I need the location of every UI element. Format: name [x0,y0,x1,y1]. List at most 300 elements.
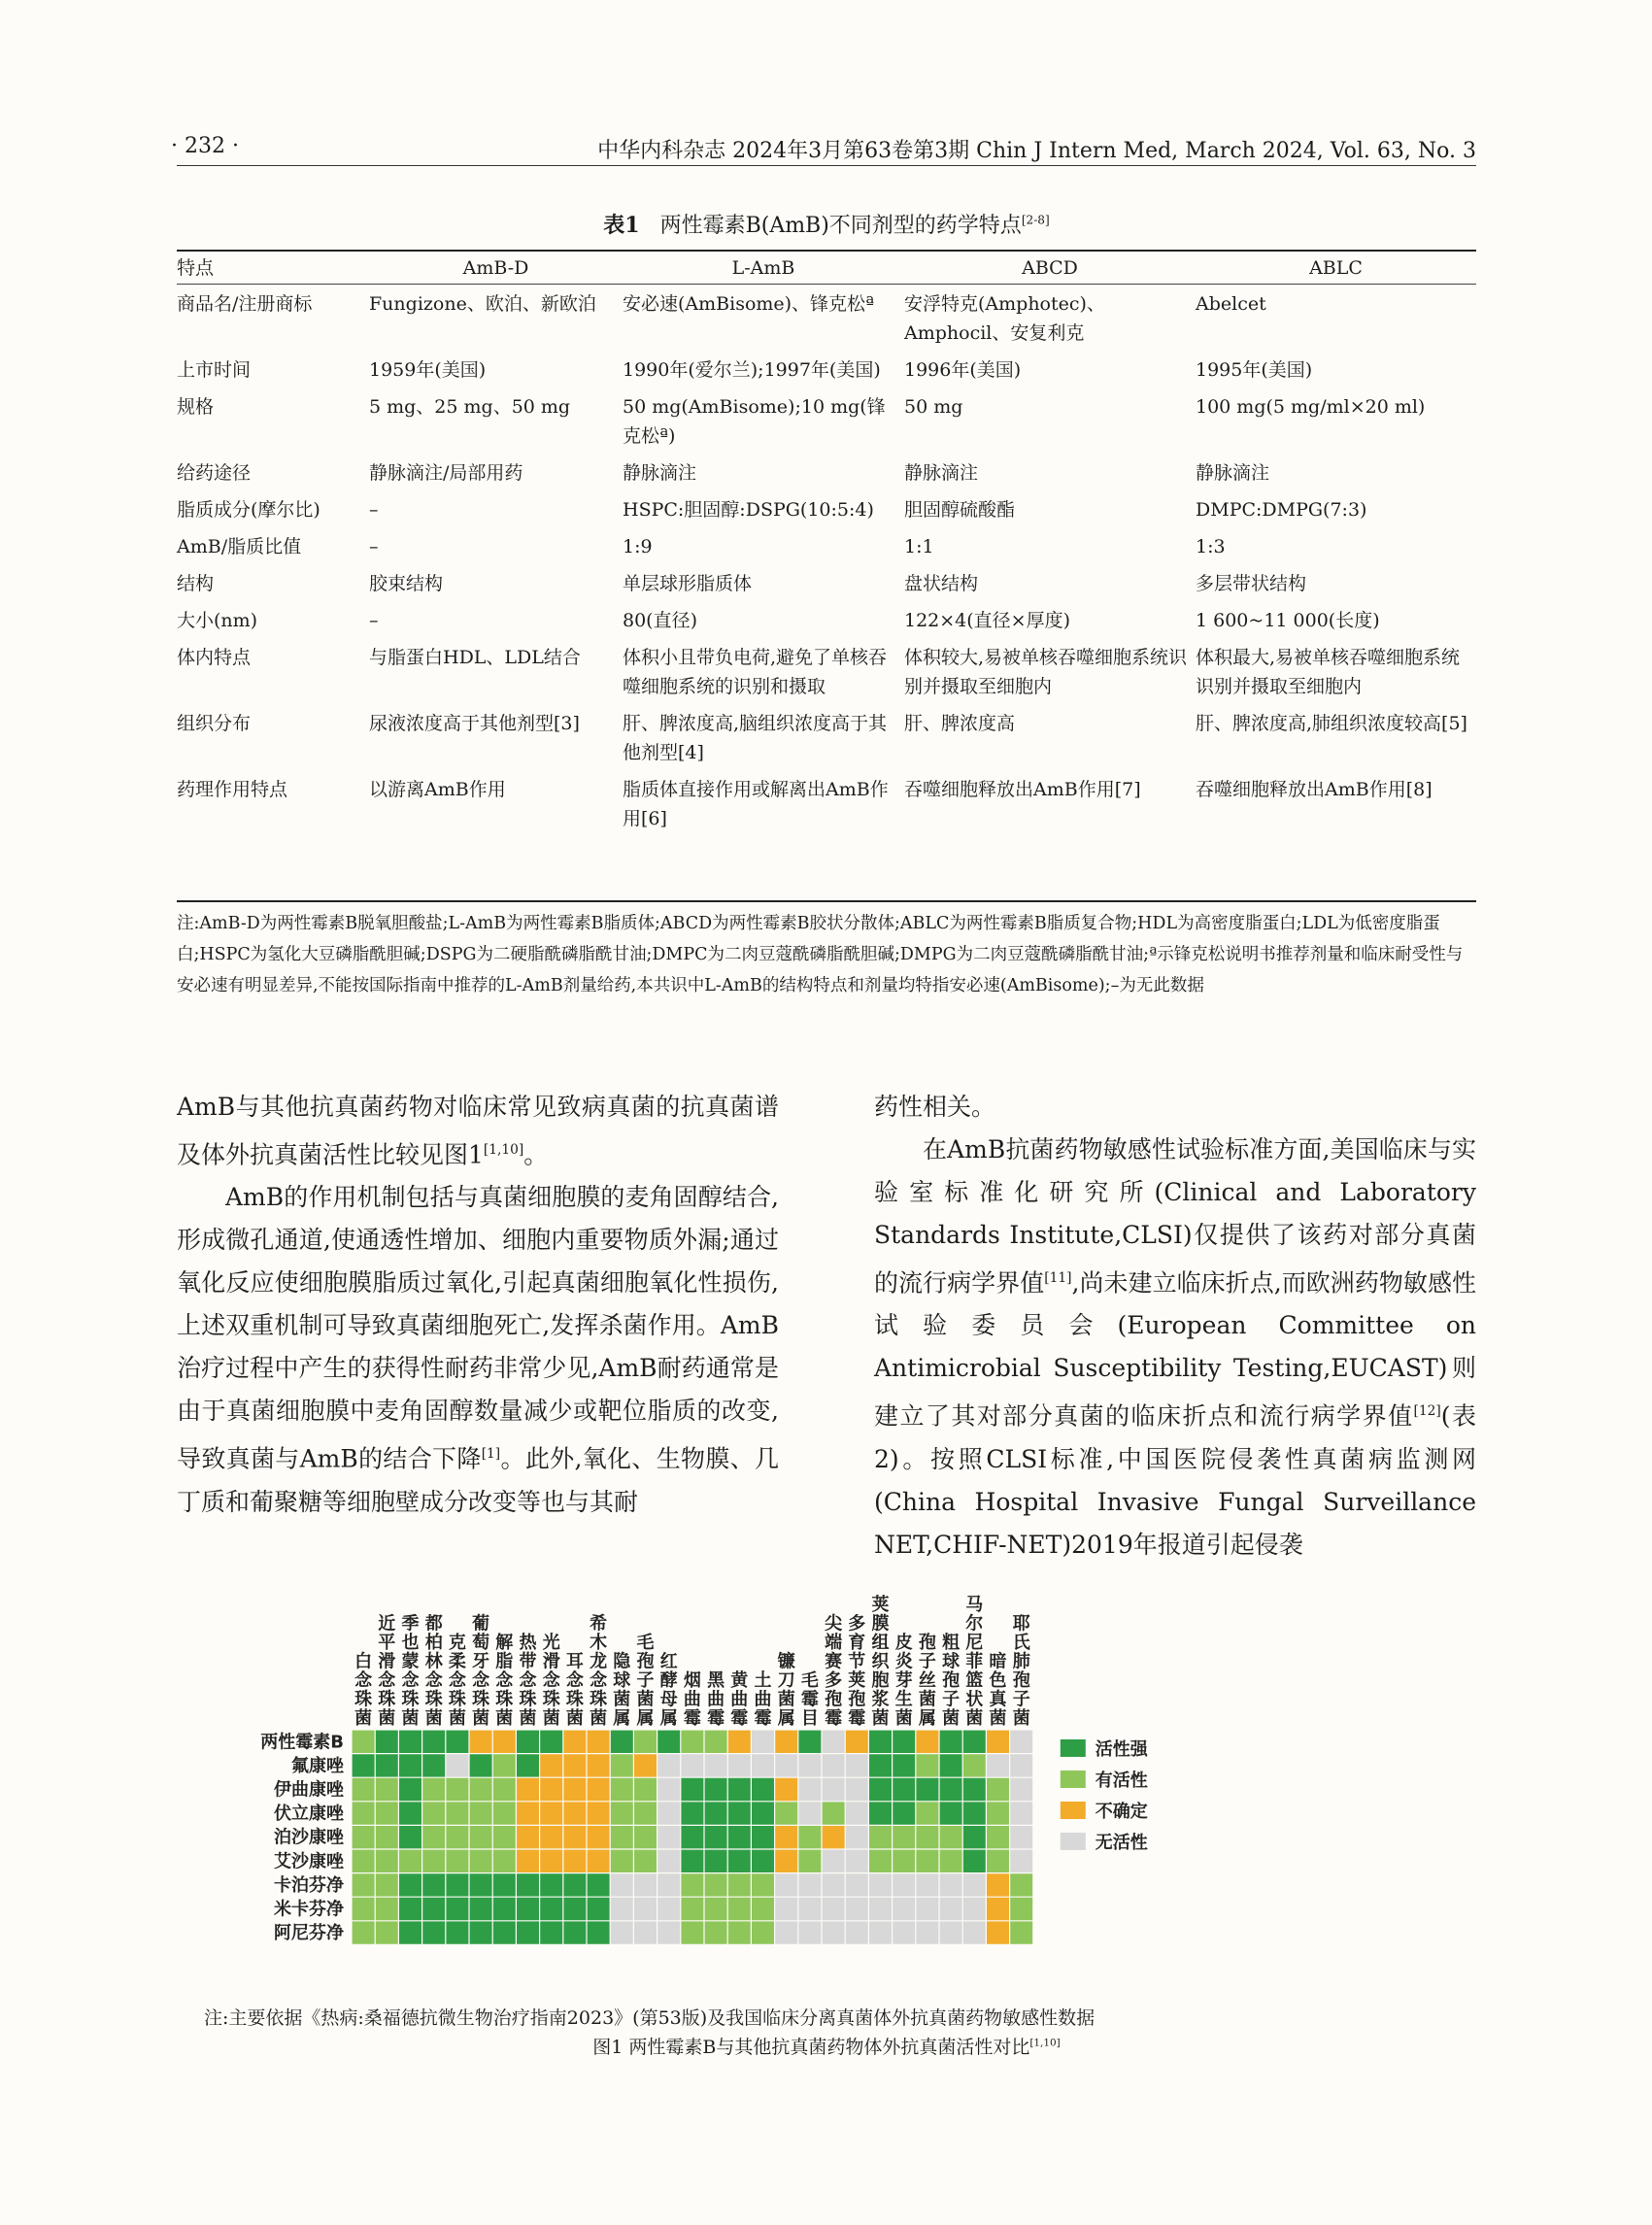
heatmap-cell [681,1802,704,1826]
heatmap-cell [610,1730,633,1754]
heatmap-cell [375,1897,398,1921]
heatmap-cell [751,1802,774,1826]
table-cell: 肝、脾浓度高 [904,713,1016,734]
heatmap-cell [939,1897,962,1921]
heatmap-cell [469,1849,492,1873]
legend-swatch [1061,1802,1086,1819]
heatmap-cell [422,1777,446,1802]
heatmap-cell [1010,1849,1033,1873]
heatmap-cell [352,1730,375,1754]
table-note: 注:AmB-D为两性霉素B脱氧胆酸盐;L-AmB为两性霉素B脂质体;ABCD为两性霉素B胶状分散体;ABLC为两性霉素B脂质复合物;HDL为高密度脂蛋白;LDL为低密度脂蛋白;HSPC为氢化大豆磷脂酰胆碱;DSPG为二硬脂酰磷脂酰甘油;DMPC为二肉豆蔻酰磷脂酰胆碱;DMPG为二肉豆蔻酰磷脂酰甘油;ª示锋克松说明书推荐剂量和临床耐受性与安必速有明显差异,不能按国际指南中推荐的L-AmB剂量给药,本共识中L-AmB的结构特点和剂量均特指安必速(AmBisome);–为无此数据 [177,914,1464,995]
row-label: 泊沙康唑 [274,1827,344,1848]
paragraph [874,1129,1476,1567]
heatmap-cell [398,1754,421,1778]
heatmap-cell [352,1849,375,1873]
heatmap-cell [868,1825,892,1849]
heatmap-cell [492,1802,516,1826]
heatmap-cell [540,1897,563,1921]
table-cell: 体积最大,易被单核吞噬细胞系统识别并摄取至细胞内 [1196,647,1461,697]
heatmap-cell [563,1873,587,1898]
heatmap-cell [916,1802,939,1826]
heatmap-cell [422,1754,446,1778]
heatmap-cell [939,1754,962,1778]
heatmap-cell [446,1777,469,1802]
heatmap-cell [798,1897,822,1921]
heatmap-cell [469,1825,492,1849]
heatmap-cell [492,1921,516,1945]
heatmap-cell [845,1730,868,1754]
heatmap-cell [822,1754,845,1778]
heatmap-cell [492,1730,516,1754]
heatmap-cell [986,1754,1009,1778]
heatmap-cell [469,1730,492,1754]
table-row [177,392,1476,458]
table-cell: 静脉滴注 [623,462,697,484]
heatmap-cell [1010,1754,1033,1778]
heatmap-cell [446,1921,469,1945]
table-cell: 体积小且带负电荷,避免了单核吞噬细胞系统的识别和摄取 [623,647,888,697]
heatmap-cell [681,1825,704,1849]
table-cell: DMPC:DMPG(7:3) [1196,499,1367,521]
heatmap-cell [633,1777,657,1802]
heatmap-cell [446,1897,469,1921]
heatmap-cell [986,1825,1009,1849]
heatmap-cell [469,1777,492,1802]
heatmap-cell [822,1873,845,1898]
heatmap-cell [868,1921,892,1945]
row-label: 卡泊芬净 [274,1874,344,1896]
heatmap-cell [868,1897,892,1921]
heatmap-cell [727,1849,751,1873]
row-label: 药理作用特点 [177,779,288,800]
heatmap-cell [563,1802,587,1826]
heatmap-cell [962,1802,986,1826]
table-cell: 肝、脾浓度高,肺组织浓度较高[5] [1196,713,1467,734]
heatmap-cell [398,1849,421,1873]
heatmap-cell [751,1825,774,1849]
heatmap-cell [681,1849,704,1873]
heatmap-cell [375,1873,398,1898]
heatmap-cell [822,1921,845,1945]
heatmap-cell [492,1825,516,1849]
heatmap-cell [352,1897,375,1921]
column-label: 镰刀菌属 [777,1651,795,1729]
heatmap-cell [657,1754,681,1778]
heatmap-cell [845,1754,868,1778]
heatmap-cell [939,1730,962,1754]
column-label: 毛霉目 [800,1670,819,1729]
heatmap-cell [563,1754,587,1778]
heatmap-cell [704,1825,727,1849]
row-label: 上市时间 [177,359,252,381]
heatmap-cell [916,1777,939,1802]
heatmap-cell [446,1849,469,1873]
paragraph [177,1176,779,1523]
table-cell: 1:3 [1196,536,1226,557]
table-cell: 胶束结构 [369,573,444,594]
heatmap-cell [986,1921,1009,1945]
heatmap-cell [516,1921,539,1945]
table-cell: 静脉滴注 [1196,462,1270,484]
heatmap-cell [375,1777,398,1802]
table-header-cell: L-AmB [731,257,795,279]
heatmap-cell [775,1754,798,1778]
row-label: 脂质成分(摩尔比) [177,499,320,521]
heatmap-cell [962,1897,986,1921]
heatmap-cell [469,1897,492,1921]
heatmap-cell [422,1921,446,1945]
heatmap-cell [657,1897,681,1921]
heatmap-cell [916,1849,939,1873]
heatmap-cell [681,1754,704,1778]
table-cell: 安浮特克(Amphotec)、Amphocil、安复利克 [904,293,1105,344]
table-row [177,355,1476,392]
table-header-cell: ABLC [1309,257,1363,279]
legend-swatch [1061,1770,1086,1788]
row-label: 商品名/注册商标 [177,293,313,315]
row-label: 结构 [177,573,215,594]
heatmap-cell [422,1730,446,1754]
column-label: 耳念珠菌 [565,1651,584,1729]
table-cell: 1:9 [623,536,653,557]
heatmap-cell [1010,1825,1033,1849]
heatmap-cell [587,1802,610,1826]
heatmap-cell [916,1730,939,1754]
heatmap-cell [446,1802,469,1826]
heatmap-cell [822,1849,845,1873]
table-cell: 1:1 [904,536,934,557]
heatmap-cell [868,1777,892,1802]
heatmap-cell [633,1921,657,1945]
table-cell: 与脂蛋白HDL、LDL结合 [369,647,581,668]
legend-swatch [1061,1739,1086,1757]
heatmap-cell [1010,1777,1033,1802]
heatmap-cell [893,1754,916,1778]
row-label: 大小(nm) [177,610,258,631]
table-cell: 肝、脾浓度高,脑组织浓度高于其他剂型[4] [623,713,888,763]
heatmap-cell [939,1825,962,1849]
heatmap-cell [398,1921,421,1945]
heatmap-cell [492,1849,516,1873]
heatmap-cell [727,1754,751,1778]
heatmap-cell [704,1921,727,1945]
heatmap-cell [352,1802,375,1826]
row-label: 米卡芬净 [274,1899,344,1920]
heatmap-cell [775,1849,798,1873]
heatmap-cell [398,1825,421,1849]
heatmap-cell [845,1777,868,1802]
figure-1 [177,1581,1476,1999]
heatmap-cell [798,1802,822,1826]
text: ,尚未建立临床折点,而欧洲药物敏感性试验委员会(European Committee on Antimicrobial Susceptibility Testing,EUCAST)则建立了其对部分真菌的临床折点和流行病学界值 [874,1268,1476,1431]
table-cell: 以游离AmB作用 [369,779,506,800]
heatmap-cell [610,1825,633,1849]
heatmap-cell [798,1873,822,1898]
column-label: 解脂念珠菌 [495,1633,514,1729]
heatmap-cell [446,1754,469,1778]
heatmap-cell [422,1825,446,1849]
heatmap-cell [962,1849,986,1873]
heatmap-cell [469,1754,492,1778]
heatmap-cell [657,1777,681,1802]
heatmap-cell [563,1849,587,1873]
column-label: 光滑念珠菌 [542,1633,560,1729]
heatmap-cell [751,1777,774,1802]
heatmap-cell [398,1897,421,1921]
table-cell: 1990年(爱尔兰);1997年(美国) [623,359,881,381]
legend-label: 活性强 [1095,1739,1148,1760]
table-cell: 吞噬细胞释放出AmB作用[8] [1196,779,1433,800]
table-cell: 多层带状结构 [1196,573,1307,594]
heatmap-cell [751,1754,774,1778]
heatmap-cell [868,1849,892,1873]
column-label: 尖端赛多孢霉 [825,1613,843,1729]
heatmap-cell [845,1825,868,1849]
table-cell: 单层球形脂质体 [623,573,753,594]
heatmap-cell [1010,1921,1033,1945]
table-cell: 100 mg(5 mg/ml×20 ml) [1196,396,1426,418]
row-label: 体内特点 [177,647,252,668]
heatmap-cell [822,1802,845,1826]
left-column [177,1086,779,1524]
activity-heatmap [177,1581,1476,1999]
column-label: 马尔尼菲篮状菌 [965,1595,984,1729]
heatmap-cell [727,1777,751,1802]
heatmap-cell [681,1777,704,1802]
heatmap-cell [516,1802,539,1826]
row-label: 伊曲康唑 [274,1779,344,1801]
heatmap-cell [657,1825,681,1849]
heatmap-cell [939,1849,962,1873]
table-row [177,532,1476,569]
figure-note: 注:主要依据《热病:桑福德抗微生物治疗指南2023》(第53版)及我国临床分离真菌体外抗真菌药物敏感性数据 [204,2007,1096,2029]
column-label: 土曲霉 [754,1670,772,1729]
heatmap-cell [727,1873,751,1898]
heatmap-cell [704,1802,727,1826]
heatmap-cell [893,1730,916,1754]
heatmap-cell [798,1754,822,1778]
heatmap-cell [375,1849,398,1873]
table-cell: 122×4(直径×厚度) [904,610,1071,631]
heatmap-cell [422,1897,446,1921]
header-rule [177,165,1476,166]
heatmap-cell [516,1777,539,1802]
heatmap-cell [939,1921,962,1945]
heatmap-cell [587,1777,610,1802]
heatmap-cell [727,1802,751,1826]
heatmap-cell [563,1825,587,1849]
heatmap-cell [492,1897,516,1921]
legend-label: 不确定 [1095,1802,1148,1822]
table-cell: 静脉滴注 [904,462,979,484]
column-label: 红酵母属 [659,1651,678,1729]
table-title-ref: [2-8] [1021,213,1050,227]
heatmap-cell [469,1873,492,1898]
heatmap-cell [798,1849,822,1873]
heatmap-cell [893,1802,916,1826]
heatmap-cell [868,1873,892,1898]
heatmap-cell [657,1802,681,1826]
table-bottom-rule [177,900,1476,902]
heatmap-cell [798,1730,822,1754]
heatmap-cell [704,1754,727,1778]
column-label: 毛孢子菌属 [636,1633,655,1729]
heatmap-cell [751,1849,774,1873]
heatmap-cell [751,1921,774,1945]
heatmap-cell [939,1873,962,1898]
table-header-cell: 特点 [177,257,215,279]
heatmap-cell [633,1730,657,1754]
heatmap-cell [516,1849,539,1873]
heatmap-cell [916,1825,939,1849]
heatmap-cell [352,1754,375,1778]
heatmap-cell [822,1730,845,1754]
heatmap-cell [422,1873,446,1898]
table-row [177,284,1476,355]
heatmap-cell [727,1897,751,1921]
heatmap-cell [775,1921,798,1945]
heatmap-cell [398,1802,421,1826]
table-cell: 5 mg、25 mg、50 mg [369,396,571,418]
heatmap-cell [916,1754,939,1778]
heatmap-cell [610,1849,633,1873]
table-cell: 1996年(美国) [904,359,1022,381]
heatmap-cell [610,1777,633,1802]
heatmap-cell [610,1754,633,1778]
table-row [177,495,1476,532]
heatmap-cell [704,1873,727,1898]
table-cell: 脂质体直接作用或解离出AmB作用[6] [623,779,889,829]
heatmap-cell [540,1730,563,1754]
heatmap-cell [704,1897,727,1921]
heatmap-cell [375,1825,398,1849]
column-label: 多育节荚孢霉 [848,1613,866,1729]
heatmap-cell [893,1873,916,1898]
table-cell: – [369,499,379,521]
heatmap-cell [962,1730,986,1754]
heatmap-cell [868,1802,892,1826]
heatmap-cell [587,1730,610,1754]
table-cell: – [369,610,379,631]
heatmap-cell [868,1754,892,1778]
column-label: 皮炎芽生菌 [894,1633,913,1729]
heatmap-cell [398,1730,421,1754]
heatmap-cell [516,1897,539,1921]
table-cell: 胆固醇硫酸酯 [904,499,1016,521]
column-label: 暗色真菌 [989,1651,1007,1729]
heatmap-cell [398,1873,421,1898]
column-label: 黑曲霉 [707,1670,725,1729]
heatmap-cell [798,1777,822,1802]
row-label: 艾沙康唑 [274,1851,344,1872]
heatmap-cell [352,1825,375,1849]
heatmap-cell [422,1849,446,1873]
table-cell: 安必速(AmBisome)、锋克松ª [623,293,875,315]
heatmap-cell [540,1754,563,1778]
table-cell: 尿液浓度高于其他剂型[3] [369,713,580,734]
heatmap-cell [962,1777,986,1802]
heatmap-cell [375,1754,398,1778]
heatmap-cell [893,1897,916,1921]
paragraph [177,1086,779,1176]
heatmap-cell [587,1921,610,1945]
heatmap-cell [492,1754,516,1778]
column-label: 近平滑念珠菌 [378,1613,396,1729]
table-cell: 50 mg(AmBisome);10 mg(锋克松ª) [623,396,886,447]
heatmap-cell [469,1802,492,1826]
heatmap-cell [446,1873,469,1898]
column-label: 隐球菌属 [613,1651,631,1729]
right-column [874,1086,1476,1567]
row-label: 伏立康唑 [274,1804,344,1825]
heatmap-cell [352,1921,375,1945]
heatmap-cell [704,1777,727,1802]
heatmap-cell [962,1921,986,1945]
row-label: 两性霉素B [260,1732,344,1753]
heatmap-cell [845,1873,868,1898]
heatmap-cell [492,1873,516,1898]
figure-caption: 图1 两性霉素B与其他抗真菌药物体外抗真菌活性对比 [592,2037,1030,2058]
heatmap-cell [962,1825,986,1849]
heatmap-cell [587,1873,610,1898]
heatmap-cell [986,1802,1009,1826]
heatmap-cell [822,1825,845,1849]
column-label: 耶氏肺孢子菌 [1012,1613,1030,1729]
heatmap-cell [1010,1897,1033,1921]
heatmap-cell [798,1825,822,1849]
text: 。此外,氧化、生物膜、几丁质和葡聚糖等细胞壁成分改变等也与其耐 [177,1444,779,1516]
heatmap-cell [657,1921,681,1945]
heatmap-cell [845,1802,868,1826]
heatmap-cell [375,1921,398,1945]
column-label: 希木龙念珠菌 [590,1613,608,1729]
heatmap-cell [822,1777,845,1802]
row-label: 组织分布 [177,713,252,734]
text: (表2)。按照CLSI标准,中国医院侵袭性真菌病监测网(China Hospital Invasive Fungal Surveillance NET,CHIF-NET)2019年报道引起侵袭 [874,1401,1476,1559]
heatmap-cell [845,1849,868,1873]
column-label: 热带念珠菌 [519,1633,537,1729]
heatmap-cell [775,1873,798,1898]
heatmap-cell [845,1897,868,1921]
column-label: 黄曲霉 [730,1670,749,1729]
heatmap-cell [962,1754,986,1778]
heatmap-cell [893,1777,916,1802]
table-header-row [177,253,1476,284]
heatmap-cell [657,1873,681,1898]
heatmap-cell [916,1897,939,1921]
table-top-rule [177,250,1476,252]
heatmap-cell [893,1849,916,1873]
heatmap-cell [775,1730,798,1754]
table-row [177,458,1476,495]
heatmap-cell [986,1897,1009,1921]
table-cell: 50 mg [904,396,963,418]
heatmap-cell [704,1849,727,1873]
citation: [1,10] [483,1142,524,1158]
table-cell: Fungizone、欧泊、新欧泊 [369,293,596,315]
figure-title [177,2033,1476,2059]
heatmap-cell [775,1825,798,1849]
heatmap-cell [681,1897,704,1921]
table-cell: 80(直径) [623,610,698,631]
row-label: 氟康唑 [291,1755,344,1776]
heatmap-cell [633,1754,657,1778]
text: AmB与其他抗真菌药物对临床常见致病真菌的抗真菌谱及体外抗真菌活性比较见图1 [177,1093,779,1169]
heatmap-cell [352,1777,375,1802]
heatmap-cell [986,1777,1009,1802]
heatmap-cell [422,1802,446,1826]
heatmap-cell [916,1873,939,1898]
